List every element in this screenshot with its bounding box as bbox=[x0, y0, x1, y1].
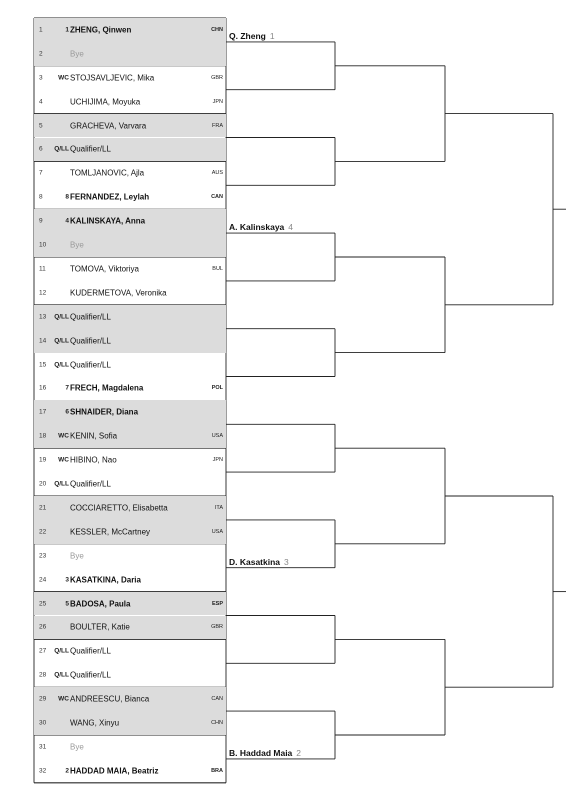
draw-line-12 bbox=[34, 281, 226, 305]
draw-position: 26 bbox=[39, 623, 47, 631]
draw-line-6 bbox=[34, 138, 226, 162]
draw-line-32 bbox=[34, 759, 226, 783]
player-name: ZHENG, Qinwen bbox=[70, 25, 132, 35]
draw-position: 28 bbox=[39, 671, 47, 679]
draw-position: 2 bbox=[39, 50, 43, 58]
country-code: USA bbox=[211, 433, 223, 440]
player-name: Qualifier/LL bbox=[70, 646, 111, 656]
draw-line-4 bbox=[34, 90, 226, 114]
country-code: ITA bbox=[214, 504, 223, 511]
player-name: COCCIARETTO, Elisabetta bbox=[70, 503, 168, 513]
player-name: STOJSAVLJEVIC, Mika bbox=[70, 73, 155, 83]
draw-line-30 bbox=[34, 711, 226, 735]
advanced-player bbox=[229, 557, 289, 567]
draw-line-18 bbox=[34, 424, 226, 448]
player-name: KASATKINA, Daria bbox=[70, 575, 141, 585]
advanced-player-name: D. Kasatkina bbox=[229, 556, 281, 567]
country-code: GBR bbox=[211, 74, 223, 81]
draw-line-25 bbox=[34, 592, 226, 616]
country-code: CAN bbox=[211, 194, 223, 201]
draw-position: 14 bbox=[39, 337, 47, 345]
country-code: BRA bbox=[211, 767, 223, 774]
player-name: TOMOVA, Viktoriya bbox=[70, 264, 139, 274]
country-code: ESP bbox=[211, 600, 223, 607]
player-name: BADOSA, Paula bbox=[70, 599, 131, 609]
seed-label: 8 bbox=[65, 193, 69, 201]
draw-line-5 bbox=[34, 114, 226, 138]
draw-position: 11 bbox=[39, 265, 46, 273]
draw-line-16 bbox=[34, 377, 226, 401]
advanced-player bbox=[229, 222, 293, 232]
draw-position: 7 bbox=[39, 169, 43, 177]
draw-position: 1 bbox=[39, 26, 43, 34]
draw-position: 27 bbox=[39, 647, 47, 655]
draw-line-28 bbox=[34, 663, 226, 687]
draw-line-24 bbox=[34, 568, 226, 592]
player-name: GRACHEVA, Varvara bbox=[70, 121, 147, 131]
draw-position: 18 bbox=[39, 432, 47, 440]
seed-label: 5 bbox=[65, 600, 69, 608]
country-code: JPN bbox=[212, 457, 223, 464]
draw-position: 13 bbox=[39, 313, 47, 321]
player-name: KESSLER, McCartney bbox=[70, 527, 151, 537]
advanced-player bbox=[229, 31, 275, 41]
seed-label: 2 bbox=[65, 767, 69, 775]
draw-line-31 bbox=[34, 735, 226, 759]
player-name: FRECH, Magdalena bbox=[70, 383, 144, 393]
advanced-player bbox=[229, 748, 301, 758]
country-code: GBR bbox=[211, 624, 223, 631]
seed-label: 1 bbox=[65, 26, 69, 34]
seed-label: 6 bbox=[65, 408, 69, 416]
seed-label: Q/LL bbox=[54, 145, 69, 153]
player-name: ANDREESCU, Bianca bbox=[70, 694, 150, 704]
draw-line-20 bbox=[34, 472, 226, 496]
draw-line-21 bbox=[34, 496, 226, 520]
draw-line-13 bbox=[34, 305, 226, 329]
seed-label: WC bbox=[58, 432, 69, 440]
country-code: CHN bbox=[211, 26, 223, 33]
draw-line-7 bbox=[34, 161, 226, 185]
seed-label: Q/LL bbox=[54, 361, 69, 369]
draw-line-26 bbox=[34, 616, 226, 640]
draw-position: 31 bbox=[39, 743, 47, 751]
draw-position: 3 bbox=[39, 74, 43, 82]
seed-label: 7 bbox=[65, 384, 69, 392]
draw-position: 16 bbox=[39, 384, 47, 392]
country-code: JPN bbox=[212, 98, 223, 105]
draw-line-3 bbox=[34, 66, 226, 90]
draw-line-15 bbox=[34, 353, 226, 377]
advanced-player-seed: 3 bbox=[284, 556, 289, 567]
player-name: HADDAD MAIA, Beatriz bbox=[70, 766, 159, 776]
seed-label: 4 bbox=[65, 217, 69, 225]
draw-line-27 bbox=[34, 639, 226, 663]
country-code: BUL bbox=[212, 265, 223, 272]
player-name: Qualifier/LL bbox=[70, 670, 111, 680]
seed-label: Q/LL bbox=[54, 313, 69, 321]
player-name: Bye bbox=[70, 742, 84, 752]
draw-position: 8 bbox=[39, 193, 43, 201]
draw-line-8 bbox=[34, 185, 226, 209]
advanced-player-name: A. Kalinskaya bbox=[229, 222, 285, 233]
advanced-player-name: B. Haddad Maia bbox=[229, 747, 293, 758]
draw-position: 10 bbox=[39, 241, 47, 249]
draw-position: 20 bbox=[39, 480, 47, 488]
advanced-player-seed: 1 bbox=[269, 30, 275, 41]
player-name: Qualifier/LL bbox=[70, 144, 111, 154]
advanced-player-seed: 4 bbox=[288, 222, 294, 233]
draw-line-14 bbox=[34, 329, 226, 353]
player-name: UCHIJIMA, Moyuka bbox=[70, 97, 141, 107]
player-name: KALINSKAYA, Anna bbox=[70, 216, 146, 226]
draw-line-11 bbox=[34, 257, 226, 281]
player-name: Bye bbox=[70, 49, 84, 59]
draw-position: 19 bbox=[39, 456, 47, 464]
player-name: WANG, Xinyu bbox=[70, 718, 120, 728]
player-name: SHNAIDER, Diana bbox=[70, 407, 139, 417]
draw-position: 15 bbox=[39, 361, 47, 369]
draw-position: 12 bbox=[39, 289, 47, 297]
player-name: BOULTER, Katie bbox=[70, 622, 130, 632]
seed-label: WC bbox=[58, 74, 69, 82]
player-name: KENIN, Sofia bbox=[70, 431, 118, 441]
advanced-player-seed: 2 bbox=[296, 747, 302, 758]
player-name: Qualifier/LL bbox=[70, 336, 111, 346]
draw-line-23 bbox=[34, 544, 226, 568]
draw-position: 29 bbox=[39, 695, 47, 703]
draw-line-29 bbox=[34, 687, 226, 711]
country-code: AUS bbox=[211, 170, 223, 177]
draw-line-22 bbox=[34, 520, 226, 544]
player-name: Qualifier/LL bbox=[70, 312, 111, 322]
player-name: FERNANDEZ, Leylah bbox=[70, 192, 150, 202]
player-name: KUDERMETOVA, Veronika bbox=[70, 288, 167, 298]
player-name: Bye bbox=[70, 240, 84, 250]
draw-position: 6 bbox=[39, 145, 43, 153]
draw-line-9 bbox=[34, 209, 226, 233]
draw-position: 30 bbox=[39, 719, 47, 727]
country-code: FRA bbox=[212, 122, 223, 129]
country-code: USA bbox=[211, 528, 223, 535]
draw-line-2 bbox=[34, 42, 226, 66]
player-name: TOMLJANOVIC, Ajla bbox=[70, 168, 145, 178]
draw-position: 32 bbox=[39, 767, 47, 775]
seed-label: Q/LL bbox=[54, 480, 69, 488]
draw-position: 25 bbox=[39, 600, 47, 608]
seed-label: Q/LL bbox=[54, 671, 69, 679]
seed-label: 3 bbox=[65, 576, 69, 584]
country-code: CAN bbox=[211, 696, 223, 703]
seed-label: Q/LL bbox=[54, 647, 69, 655]
seed-label: Q/LL bbox=[54, 337, 69, 345]
seed-label: WC bbox=[58, 456, 69, 464]
country-code: CHN bbox=[211, 720, 223, 727]
draw-line-19 bbox=[34, 448, 226, 472]
draw-line-17 bbox=[34, 400, 226, 424]
draw-position: 17 bbox=[39, 408, 47, 416]
draw-position: 5 bbox=[39, 122, 43, 130]
advanced-player-name: Q. Zheng bbox=[229, 30, 266, 41]
player-name: HIBINO, Nao bbox=[70, 455, 117, 465]
player-name: Bye bbox=[70, 551, 84, 561]
country-code: POL bbox=[211, 385, 223, 392]
draw-position: 4 bbox=[39, 98, 43, 106]
player-name: Qualifier/LL bbox=[70, 360, 111, 370]
draw-position: 22 bbox=[39, 528, 47, 536]
draw-line-10 bbox=[34, 233, 226, 257]
draw-position: 21 bbox=[39, 504, 47, 512]
draw-position: 23 bbox=[39, 552, 47, 560]
player-name: Qualifier/LL bbox=[70, 479, 111, 489]
seed-label: WC bbox=[58, 695, 69, 703]
draw-position: 9 bbox=[39, 217, 43, 225]
draw-position: 24 bbox=[39, 576, 47, 584]
draw-line-1 bbox=[34, 18, 226, 42]
